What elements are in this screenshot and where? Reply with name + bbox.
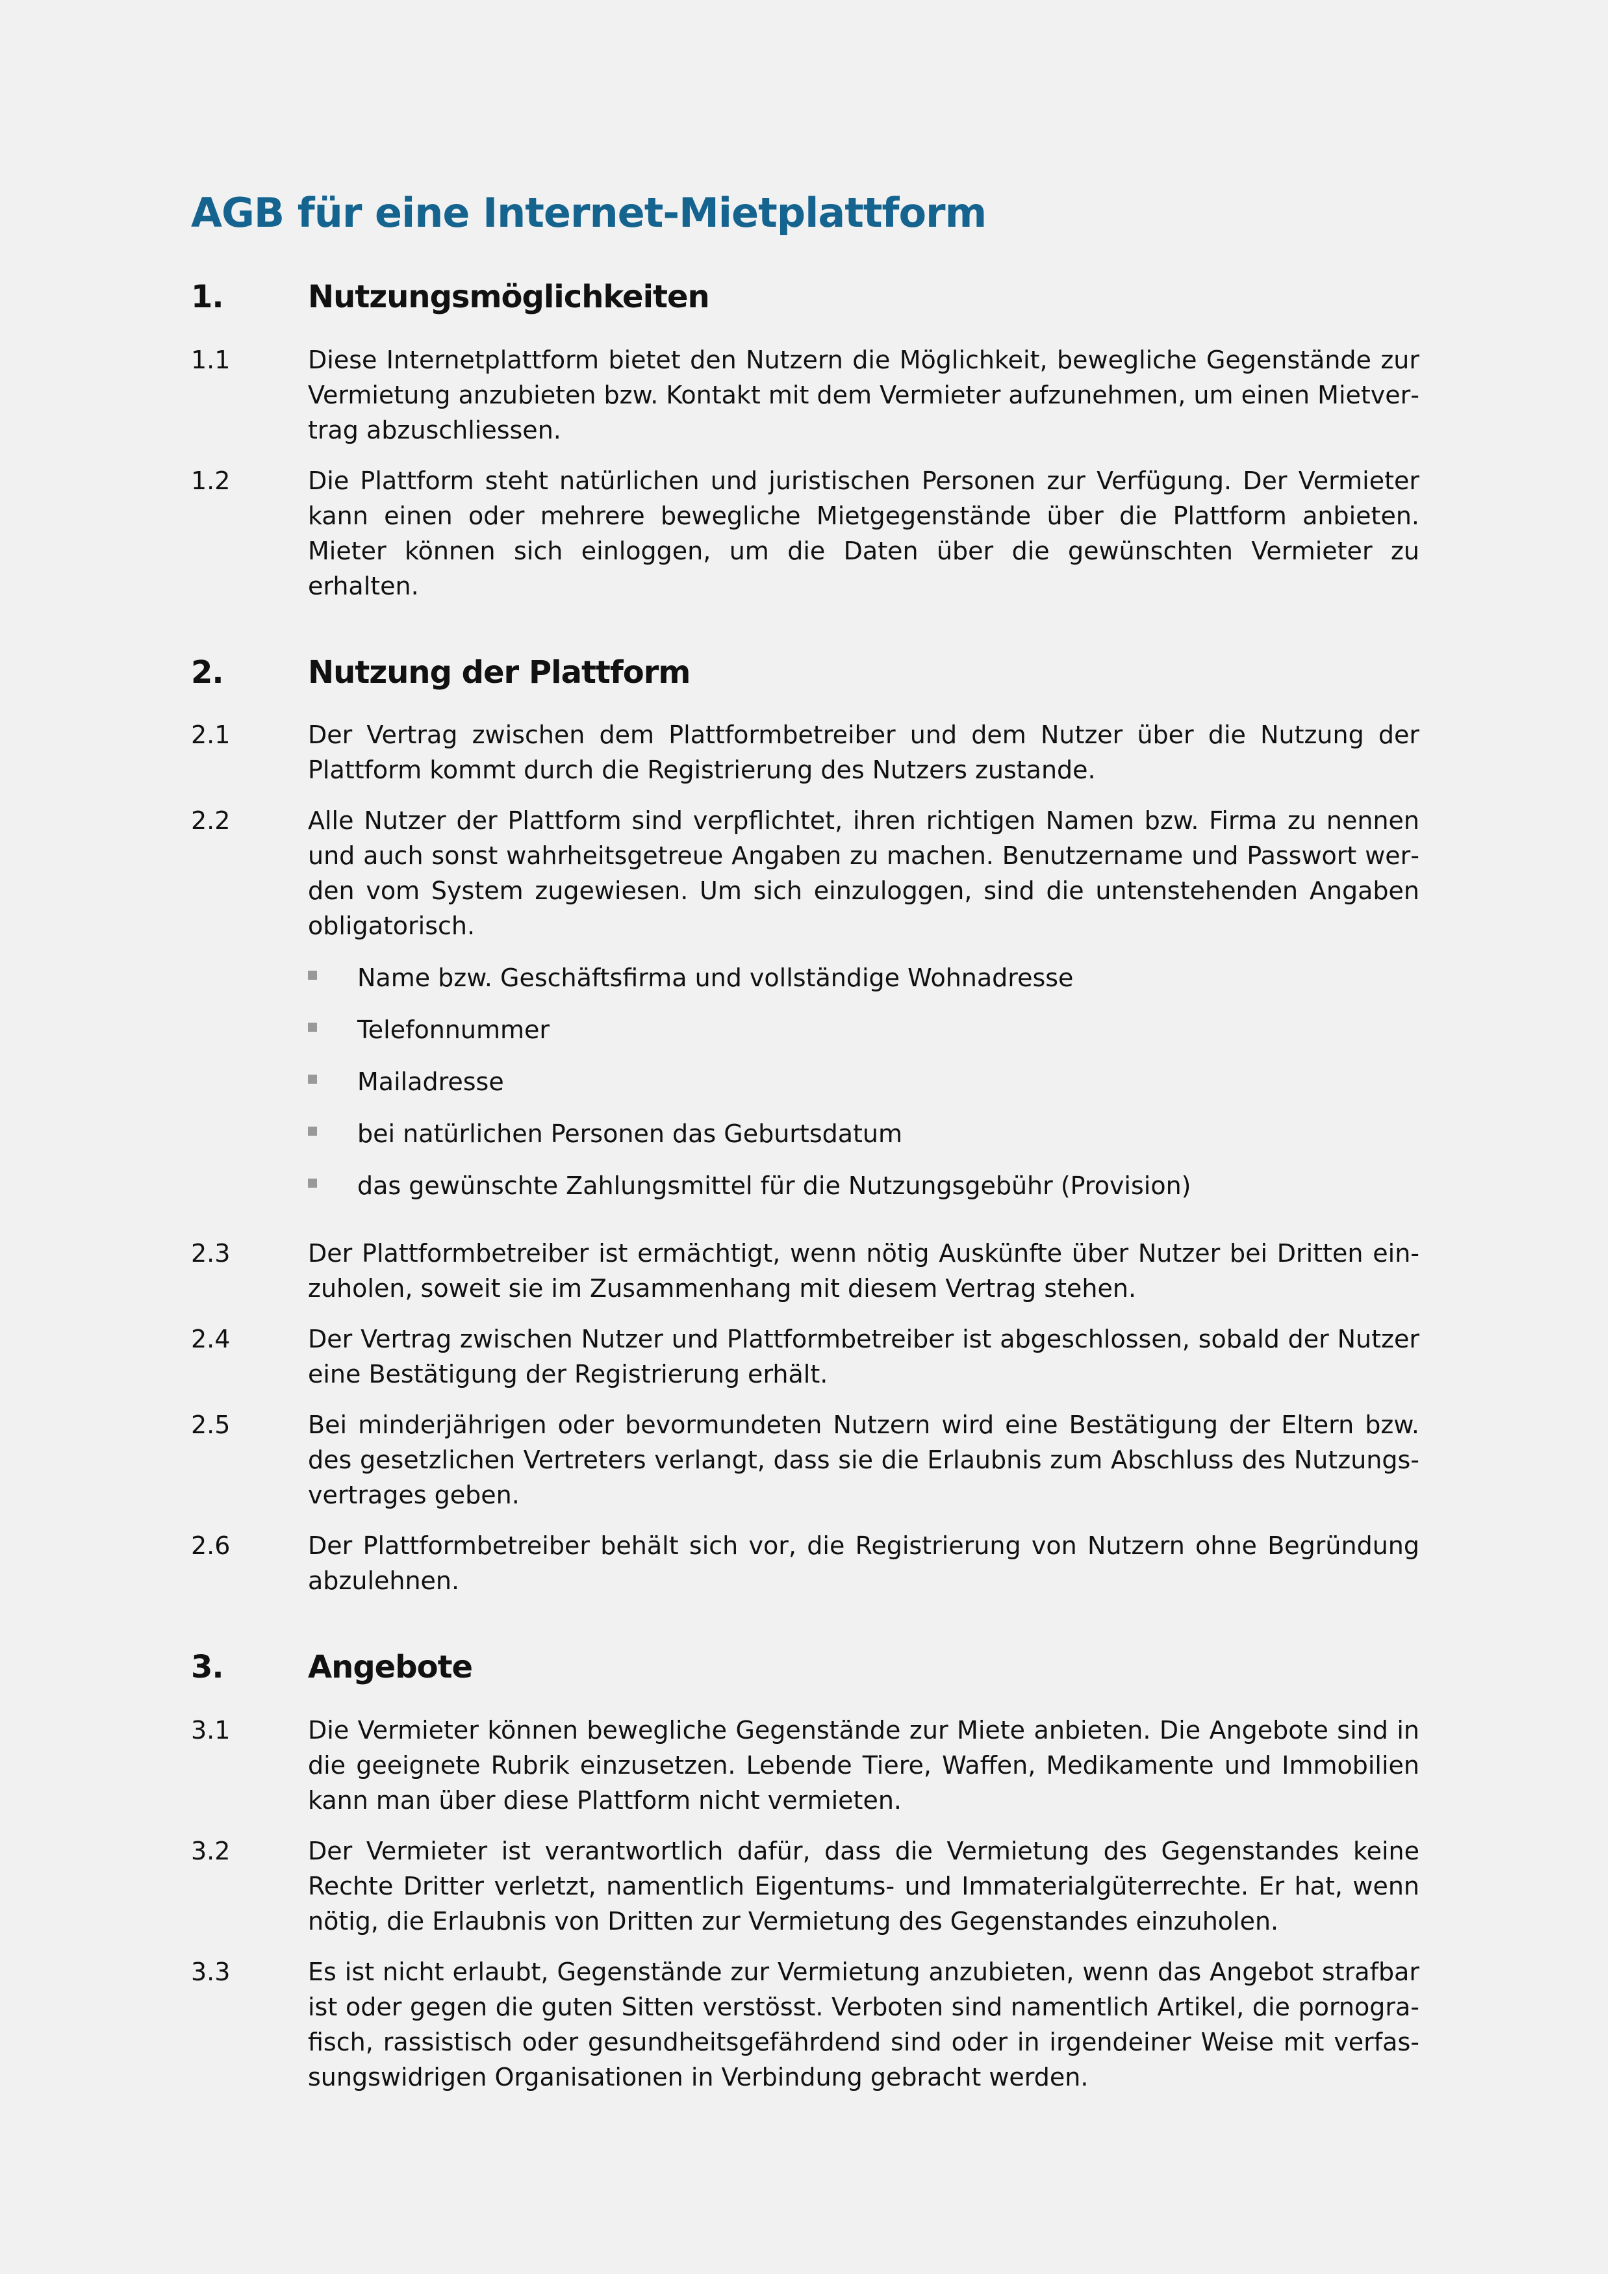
clause-text: Der Vertrag zwischen dem Plattformbetreiber und dem Nutzer über die Nutzung der Plattform kommt durch die Registrierung des Nutzers zustande.: [308, 721, 1419, 785]
square-bullet-icon: [308, 1023, 317, 1032]
clause-row: [191, 1528, 1419, 1598]
clause-row: [191, 1236, 1419, 1306]
clause-row: [191, 342, 1419, 448]
list-item: [308, 1012, 1419, 1047]
list-item: [308, 960, 1419, 995]
clause-number: 2.1: [191, 721, 231, 750]
clause-number: 3.3: [191, 1958, 231, 1987]
clause-text: Es ist nicht erlaubt, Gegenstände zur Vermietung anzubieten, wenn das Angebot strafbar ist oder gegen die guten Sitten verstösst. Verboten sind namentlich Artikel, die pornografisch, rassistisch oder gesundheitsgefährdend sind oder in irgendeiner Weise mit verfassungswidrigen Organisationen in Verbindung gebracht werden.: [308, 1958, 1419, 2092]
clause-row: [191, 463, 1419, 604]
clause-number: 2.4: [191, 1325, 231, 1354]
clause-text: Der Vertrag zwischen Nutzer und Plattformbetreiber ist abgeschlossen, sobald der Nutzer eine Bestätigung der Registrierung erhält.: [308, 1325, 1419, 1389]
clause-number: 2.6: [191, 1531, 231, 1561]
section-number: 2.: [191, 654, 223, 691]
square-bullet-icon: [308, 1127, 317, 1136]
section-heading: [191, 279, 1419, 316]
section-nutzungsmoeglichkeiten: [191, 279, 1419, 604]
clause-row: [191, 1833, 1419, 1939]
clause-text: Alle Nutzer der Plattform sind verpflichtet, ihren richtigen Namen bzw. Firma zu nennen und auch sonst wahrheitsgetreue Angaben zu machen. Benutzername und Passwort werden vom System zugewiesen. Um sich einzuloggen, sind die untenstehenden Angaben obligatorisch.: [308, 806, 1419, 941]
clause-text: Der Plattformbetreiber ist ermächtigt, wenn nötig Auskünfte über Nutzer bei Dritten einzuholen, soweit sie im Zusammenhang mit diesem Vertrag stehen.: [308, 1239, 1419, 1303]
clause-number: 3.1: [191, 1716, 231, 1745]
clause-number: 1.2: [191, 466, 231, 495]
section-number: 3.: [191, 1649, 223, 1686]
clause-number: 2.2: [191, 806, 231, 836]
section-heading-label: Nutzungsmöglichkeiten: [308, 279, 709, 316]
section-heading-label: Nutzung der Plattform: [308, 654, 691, 691]
clause-row: [191, 803, 1419, 1220]
list-item-label: Name bzw. Geschäftsfirma und vollständige Wohnadresse: [357, 964, 1074, 993]
section-number: 1.: [191, 279, 223, 316]
clause-text: Diese Internetplattform bietet den Nutzern die Möglichkeit, bewegliche Gegenstände zur Vermietung anzubieten bzw. Kontakt mit dem Vermieter aufzunehmen, um einen Mietvertrag abzuschliessen.: [308, 345, 1419, 444]
list-item-label: Mailadresse: [357, 1067, 504, 1097]
square-bullet-icon: [308, 1075, 317, 1084]
square-bullet-icon: [308, 971, 317, 980]
registration-requirements-list: [308, 960, 1419, 1203]
list-item: [308, 1116, 1419, 1151]
clause-row: [191, 717, 1419, 787]
list-item: [308, 1064, 1419, 1099]
clause-number: 1.1: [191, 345, 231, 374]
clause-text: Der Vermieter ist verantwortlich dafür, dass die Vermietung des Gegenstandes keine Rechte Dritter verletzt, namentlich Eigentums- und Immaterialgüterrechte. Er hat, wenn nötig, die Erlaubnis von Dritten zur Vermietung des Gegenstandes einzuholen.: [308, 1837, 1419, 1936]
list-item: [308, 1168, 1419, 1203]
clause-text: Der Plattformbetreiber behält sich vor, die Registrierung von Nutzern ohne Begründung abzulehnen.: [308, 1531, 1419, 1596]
clause-text: Die Vermieter können bewegliche Gegenstände zur Miete anbieten. Die Angebote sind in die geeignete Rubrik einzusetzen. Lebende Tiere, Waffen, Medikamente und Immobilien kann man über diese Plattform nicht vermieten.: [308, 1716, 1419, 1815]
section-angebote: [191, 1649, 1419, 2095]
clause-number: 2.5: [191, 1411, 231, 1440]
clause-text: Die Plattform steht natürlichen und juristischen Personen zur Verfügung. Der Vermieter kann einen oder mehrere bewegliche Mietgegenstände über die Plattform anbieten. Mieter können sich einloggen, um die Daten über die gewünschten Vermieter zu erhalten.: [308, 466, 1419, 600]
clause-row: [191, 1713, 1419, 1818]
clause-row: [191, 1322, 1419, 1392]
clause-number: 3.2: [191, 1837, 231, 1866]
section-heading: [191, 1649, 1419, 1687]
square-bullet-icon: [308, 1179, 317, 1188]
clause-body: [308, 803, 1419, 1220]
page-right-margin: [1608, 0, 1624, 2274]
section-heading: [191, 654, 1419, 692]
clause-row: [191, 1407, 1419, 1513]
list-item-label: Telefonnummer: [357, 1016, 550, 1045]
list-item-label: bei natürlichen Personen das Geburtsdatum: [357, 1119, 903, 1149]
section-nutzung-der-plattform: [191, 654, 1419, 1599]
clause-row: [191, 1954, 1419, 2095]
section-heading-label: Angebote: [308, 1649, 473, 1686]
list-item-label: das gewünschte Zahlungsmittel für die Nutzungsgebühr (Provision): [357, 1171, 1191, 1201]
document-title: AGB für eine Internet-Mietplattform: [191, 189, 987, 236]
clause-number: 2.3: [191, 1239, 231, 1268]
clause-text: Bei minderjährigen oder bevormundeten Nutzern wird eine Bestätigung der Eltern bzw. des gesetzlichen Vertreters verlangt, dass sie die Erlaubnis zum Abschluss des Nutzungsvertrages geben.: [308, 1411, 1419, 1510]
